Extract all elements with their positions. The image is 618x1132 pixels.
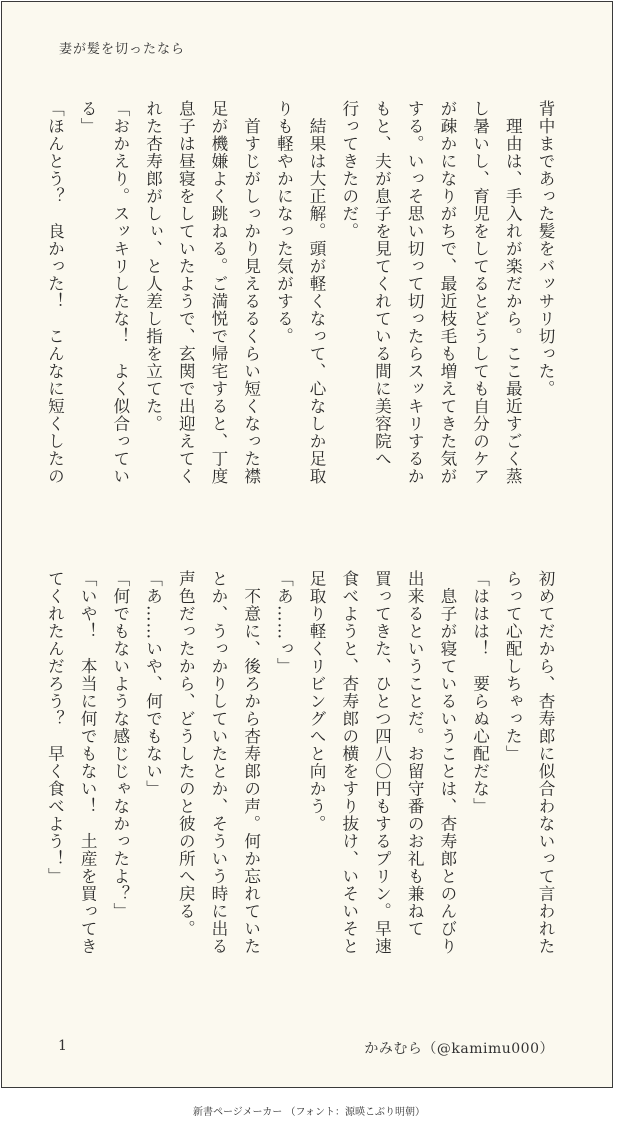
text-line: 不意に、後ろから杏寿郎の声。何か忘れていた (241, 570, 261, 955)
text-line: る」 (78, 100, 98, 135)
text-line: 足が機嫌よく跳ねる。ご満悦で帰宅すると、丁度 (208, 100, 228, 485)
text-column-top (38, 100, 561, 520)
text-line: てくれたんだろう？ 早く食べよう！」 (45, 570, 65, 885)
text-line: 声色だったから、どうしたのと彼の所へ戻る。 (176, 570, 196, 938)
text-line: もと、夫が息子を見てくれている間に美容院へ (372, 100, 392, 468)
text-line: 息子は昼寝をしていたようで、玄関で出迎えてく (176, 100, 196, 485)
text-line: 足取り軽くリビングへと向かう。 (307, 570, 327, 833)
text-line: 「いや！ 本当に何でもない！ 土産を買ってき (78, 570, 98, 955)
page-title: 妻が髪を切ったなら (59, 42, 186, 57)
text-line: し暑いし、育児をしてるとどうしても自分のケア (470, 100, 490, 485)
text-line: 首すじがしっかり見えるるくらい短くなった襟 (241, 100, 261, 485)
text-line: 結果は大正解。頭が軽くなって、心なしか足取 (307, 100, 327, 485)
text-line: 背中まであった髪をバッサリ切った。 (536, 100, 555, 398)
text-line: とか、うっかりしていたとか、そういう時に出る (208, 570, 228, 955)
text-line: 買ってきた、ひとつ四八〇円もするプリン。早速 (372, 570, 392, 955)
text-line: 「ほんとう？ 良かった！ こんなに短くしたの (45, 100, 65, 485)
text-line: らって心配しちゃった」 (503, 570, 523, 763)
text-line: れた杏寿郎がしぃ、と人差し指を立てた。 (143, 100, 163, 433)
footer-credit: 新書ページメーカー （フォント：源暎こぶり明朝） (193, 1107, 425, 1118)
text-line: 行ってきたのだ。 (339, 100, 359, 240)
text-line: 「あ……っ」 (274, 570, 294, 675)
text-line: 「あ……いや、何でもない」 (143, 570, 163, 798)
text-line: 出来るということだ。お留守番のお礼も兼ねて (405, 570, 425, 938)
text-line: 理由は、手入れが楽だから。ここ最近すごく蒸 (503, 100, 523, 485)
text-line: が疎かになりがちで、最近枝毛も増えてきた気が (437, 100, 457, 485)
text-line: 「おかえり。スッキリしたな！ よく似合ってい (110, 100, 130, 485)
text-line: 息子が寝ているいうことは、杏寿郎とのんびり (437, 570, 457, 955)
text-line: 「ははは！ 要らぬ心配だな」 (470, 570, 490, 815)
text-line: 初めてだから、杏寿郎に似合わないって言われた (536, 570, 555, 955)
text-line: 食べようと、杏寿郎の横をすり抜け、いそいそと (339, 570, 359, 955)
page-number: 1 (58, 1038, 67, 1054)
text-column-bottom (38, 570, 561, 990)
text-line: りも軽やかになった気がする。 (274, 100, 294, 345)
author-credit: かみむら（@kamimu000） (364, 1041, 554, 1057)
text-line: 「何でもないような感じじゃなかったよ？」 (110, 570, 130, 920)
book-page (1, 1, 613, 1088)
text-line: する。いっそ思い切って切ったらスッキリするか (405, 100, 425, 485)
